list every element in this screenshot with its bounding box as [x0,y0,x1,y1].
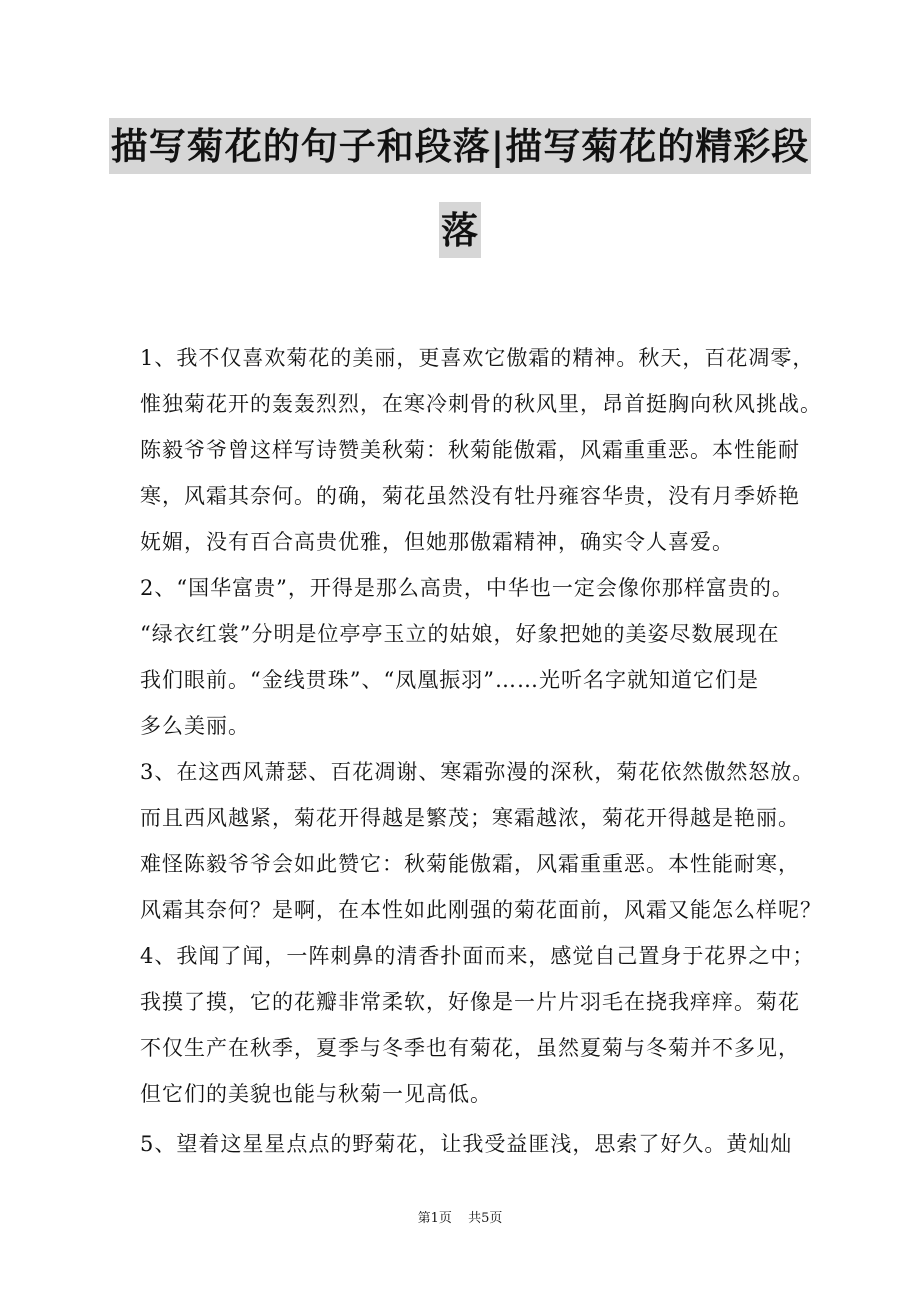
text-line: 2、“国华富贵”，开得是那么高贵，中华也一定会像你那样富贵的。 [140,576,794,600]
text-line: 不仅生产在秋季，夏季与冬季也有菊花，虽然夏菊与冬菊并不多见， [140,1036,800,1060]
text-line: 难怪陈毅爷爷会如此赞它：秋菊能傲霜，风霜重重恶。本性能耐寒， [140,852,800,876]
text-line: 而且西风越紧，菊花开得越是繁茂；寒霜越浓，菊花开得越是艳丽。 [140,806,800,830]
text-line: “绿衣红裳”分明是位亭亭玉立的姑娘，好象把她的美姿尽数展现在 [140,622,780,646]
text-line: 但它们的美貌也能与秋菊一见高低。 [140,1082,492,1106]
text-line: 风霜其奈何？是啊，在本性如此刚强的菊花面前，风霜又能怎么样呢？ [140,898,822,922]
text-line: 寒，风霜其奈何。的确，菊花虽然没有牡丹雍容华贵，没有月季娇艳 [140,484,800,508]
text-line: 4、我闻了闻，一阵刺鼻的清香扑面而来，感觉自己置身于花界之中； [140,944,815,968]
paragraph-2 [140,565,800,749]
paragraph-3 [140,749,822,933]
text-line: 我们眼前。“金线贯珠”、“凤凰振羽”……光听名字就知道它们是 [140,668,759,692]
text-line: 1、我不仅喜欢菊花的美丽，更喜欢它傲霜的精神。秋天，百花凋零， [140,346,815,370]
paragraph-4 [140,933,815,1117]
text-line: 我摸了摸，它的花瓣非常柔软，好像是一片片羽毛在挠我痒痒。菊花 [140,990,800,1014]
text-line: 妩媚，没有百合高贵优雅，但她那傲霜精神，确实令人喜爱。 [140,530,734,554]
title-line-1: 描写菊花的句子和段落|描写菊花的精彩段 [109,118,811,174]
paragraph-1 [140,335,822,565]
page-footer [0,1207,920,1226]
text-line: 陈毅爷爷曾这样写诗赞美秋菊：秋菊能傲霜，风霜重重恶。本性能耐 [140,438,800,462]
page-title [0,118,920,258]
text-line: 惟独菊花开的轰轰烈烈，在寒冷刺骨的秋风里，昂首挺胸向秋风挑战。 [140,392,822,416]
text-line: 3、在这西风萧瑟、百花凋谢、寒霜弥漫的深秋，菊花依然傲然怒放。 [140,760,815,784]
text-line: 多么美丽。 [140,714,250,738]
page-number: 第1页 [417,1211,452,1226]
document-body [140,335,822,1167]
title-line-2: 落 [439,202,481,258]
page-total: 共5页 [468,1211,503,1226]
text-line: 5、望着这星星点点的野菊花，让我受益匪浅，思索了好久。黄灿灿 [140,1132,793,1156]
paragraph-5 [140,1121,800,1167]
